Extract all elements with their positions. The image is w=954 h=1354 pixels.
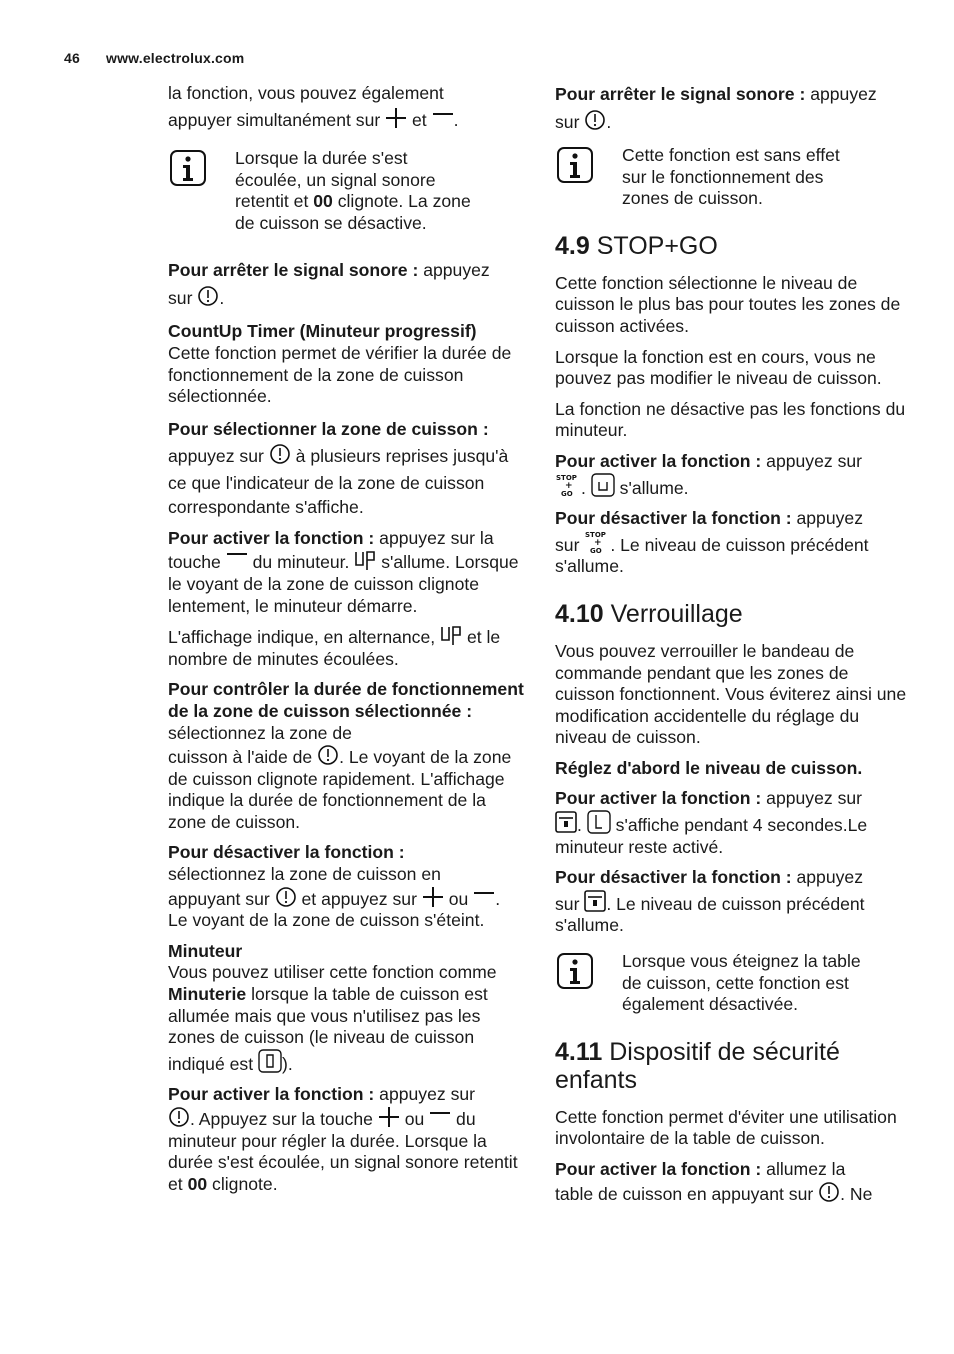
timer-icon bbox=[269, 443, 291, 465]
info-icon bbox=[557, 953, 593, 989]
intro-paragraph: la fonction, vous pouvez également appuyer simultanément sur et . bbox=[168, 83, 459, 130]
stop-signal-paragraph: Pour arrêter le signal sonore : appuyez sur . bbox=[555, 84, 877, 132]
l-display-icon bbox=[587, 810, 611, 834]
minus-icon bbox=[226, 549, 248, 571]
stop-signal-paragraph: Pour arrêter le signal sonore : appuyez sur . bbox=[168, 260, 490, 309]
info-note bbox=[555, 145, 911, 210]
minus-icon bbox=[432, 107, 454, 129]
timer-icon bbox=[818, 1181, 840, 1203]
activate2-paragraph: Pour activer la fonction : appuyez sur . Appuyez sur la touche ou du minuteur pour régler la durée. Lorsque la durée s'est écoulée, un signal sonore retentit et 00 clignote. bbox=[168, 1084, 518, 1194]
lock-icon bbox=[555, 810, 577, 834]
timer-icon bbox=[317, 744, 339, 766]
section-heading-4-11: 4.11 Dispositif de sécurité enfants bbox=[555, 1037, 840, 1094]
section-heading-4-10: 4.10 Verrouillage bbox=[555, 599, 743, 628]
info-text: Lorsque la durée s'est écoulée, un signal sonore retentit et 00 clignote. La zone de cuisson se désactive. bbox=[235, 148, 471, 233]
info-note bbox=[555, 951, 911, 1016]
paragraph: Cette fonction sélectionne le niveau de cuisson le plus bas pour toutes les zones de cuisson activées. bbox=[555, 272, 901, 336]
countup-paragraph: CountUp Timer (Minuteur progressif) Cette fonction permet de vérifier la durée de fonctionnement de la zone de cuisson sélectionnée. bbox=[168, 321, 512, 407]
right-column bbox=[555, 80, 911, 1214]
section-heading-4-9: 4.9 STOP+GO bbox=[555, 231, 718, 260]
page-number: 46 bbox=[64, 50, 80, 66]
u-display-icon bbox=[591, 473, 615, 497]
info-text: Lorsque vous éteignez la table de cuisson, cette fonction est également désactivée. bbox=[622, 951, 861, 1015]
minus-icon bbox=[429, 1106, 451, 1128]
up-display-icon bbox=[440, 626, 462, 646]
website-link[interactable]: www.electrolux.com bbox=[105, 50, 245, 66]
svg-text:STOP: STOP bbox=[585, 530, 607, 539]
deactivate-paragraph: Pour désactiver la fonction : sélectionnez la zone de cuisson en appuyant sur et appuyez sur ou . Le voyant de la zone de cuisson s'éteint. bbox=[168, 842, 501, 931]
paragraph: Lorsque la fonction est en cours, vous ne pouvez pas modifier le niveau de cuisson. bbox=[555, 346, 882, 389]
info-icon bbox=[557, 147, 593, 183]
timer-icon bbox=[275, 886, 297, 908]
sec49-deactivate-paragraph: Pour désactiver la fonction : appuyez sur STOP + GO . Le niveau de cuisson précédent s'allume. bbox=[555, 508, 869, 577]
paragraph: Vous pouvez verrouiller le bandeau de commande pendant que les zones de cuisson fonctionnent. Vous éviterez ainsi une modification accidentelle du réglage du niveau de cuisson. bbox=[555, 640, 907, 748]
svg-text:GO: GO bbox=[590, 546, 603, 554]
paragraph: Cette fonction permet d'éviter une utilisation involontaire de la table de cuisson. bbox=[555, 1106, 897, 1149]
sec49-activate-paragraph: Pour activer la fonction : appuyez sur STOP + GO . s'allume. bbox=[555, 450, 863, 498]
lock-icon bbox=[584, 889, 606, 913]
minus-icon bbox=[473, 886, 495, 908]
timer-icon bbox=[197, 285, 219, 307]
svg-text:STOP: STOP bbox=[556, 473, 577, 482]
info-text: Cette fonction est sans effet sur le fonctionnement des zones de cuisson. bbox=[622, 145, 840, 209]
info-note bbox=[168, 148, 524, 234]
stop-go-icon bbox=[555, 473, 581, 497]
timer-icon bbox=[584, 109, 606, 131]
activate-paragraph: Pour activer la fonction : appuyez sur la touche du minuteur. s'allume. Lorsque le voyant de la zone de cuisson clignote lentement, le minuteur démarre. bbox=[168, 527, 519, 616]
page-header bbox=[64, 50, 244, 66]
zero-display-icon bbox=[258, 1049, 282, 1073]
up-display-icon bbox=[354, 551, 376, 571]
countup-title: CountUp Timer (Minuteur progressif) bbox=[168, 321, 477, 342]
left-column bbox=[168, 80, 524, 1204]
plus-icon bbox=[378, 1106, 400, 1128]
paragraph: La fonction ne désactive pas les fonctions du minuteur. bbox=[555, 398, 906, 441]
minuteur-paragraph: Minuteur Vous pouvez utiliser cette fonction comme Minuterie lorsque la table de cuisson est allumée mais que vous n'utilisez pas les zones de cuisson (le niveau de cuisson indiqué est ). bbox=[168, 940, 497, 1074]
display-paragraph: L'affichage indique, en alternance, et le nombre de minutes écoulées. bbox=[168, 627, 501, 669]
stop-go-icon bbox=[584, 530, 610, 554]
svg-text:+: + bbox=[594, 537, 602, 548]
plus-icon bbox=[422, 886, 444, 908]
svg-text:GO: GO bbox=[561, 489, 573, 497]
sec410-activate-paragraph: Pour activer la fonction : appuyez sur . s'affiche pendant 4 secondes.Le minuteur reste activé. bbox=[555, 788, 868, 857]
info-icon bbox=[170, 150, 206, 186]
paragraph: Réglez d'abord le niveau de cuisson. bbox=[555, 757, 863, 778]
minuteur-title: Minuteur bbox=[168, 940, 243, 961]
svg-text:+: + bbox=[565, 480, 573, 491]
plus-icon bbox=[385, 107, 407, 129]
timer-icon bbox=[168, 1106, 190, 1128]
control-paragraph: Pour contrôler la durée de fonctionnement de la zone de cuisson sélectionnée : sélectionnez la zone de cuisson à l'aide de . Le voyant de la zone de cuisson clignote rapidement. L'affichage indique la durée de fonctionnement de la zone de cuisson. bbox=[168, 679, 524, 832]
sec411-activate-paragraph: Pour activer la fonction : allumez la table de cuisson en appuyant sur . Ne bbox=[555, 1159, 873, 1204]
select-zone-paragraph: Pour sélectionner la zone de cuisson : appuyez sur à plusieurs reprises jusqu'à ce que l'indicateur de la zone de cuisson correspondante s'affiche. bbox=[168, 418, 509, 517]
sec410-deactivate-paragraph: Pour désactiver la fonction : appuyez sur . Le niveau de cuisson précédent s'allume. bbox=[555, 867, 865, 936]
